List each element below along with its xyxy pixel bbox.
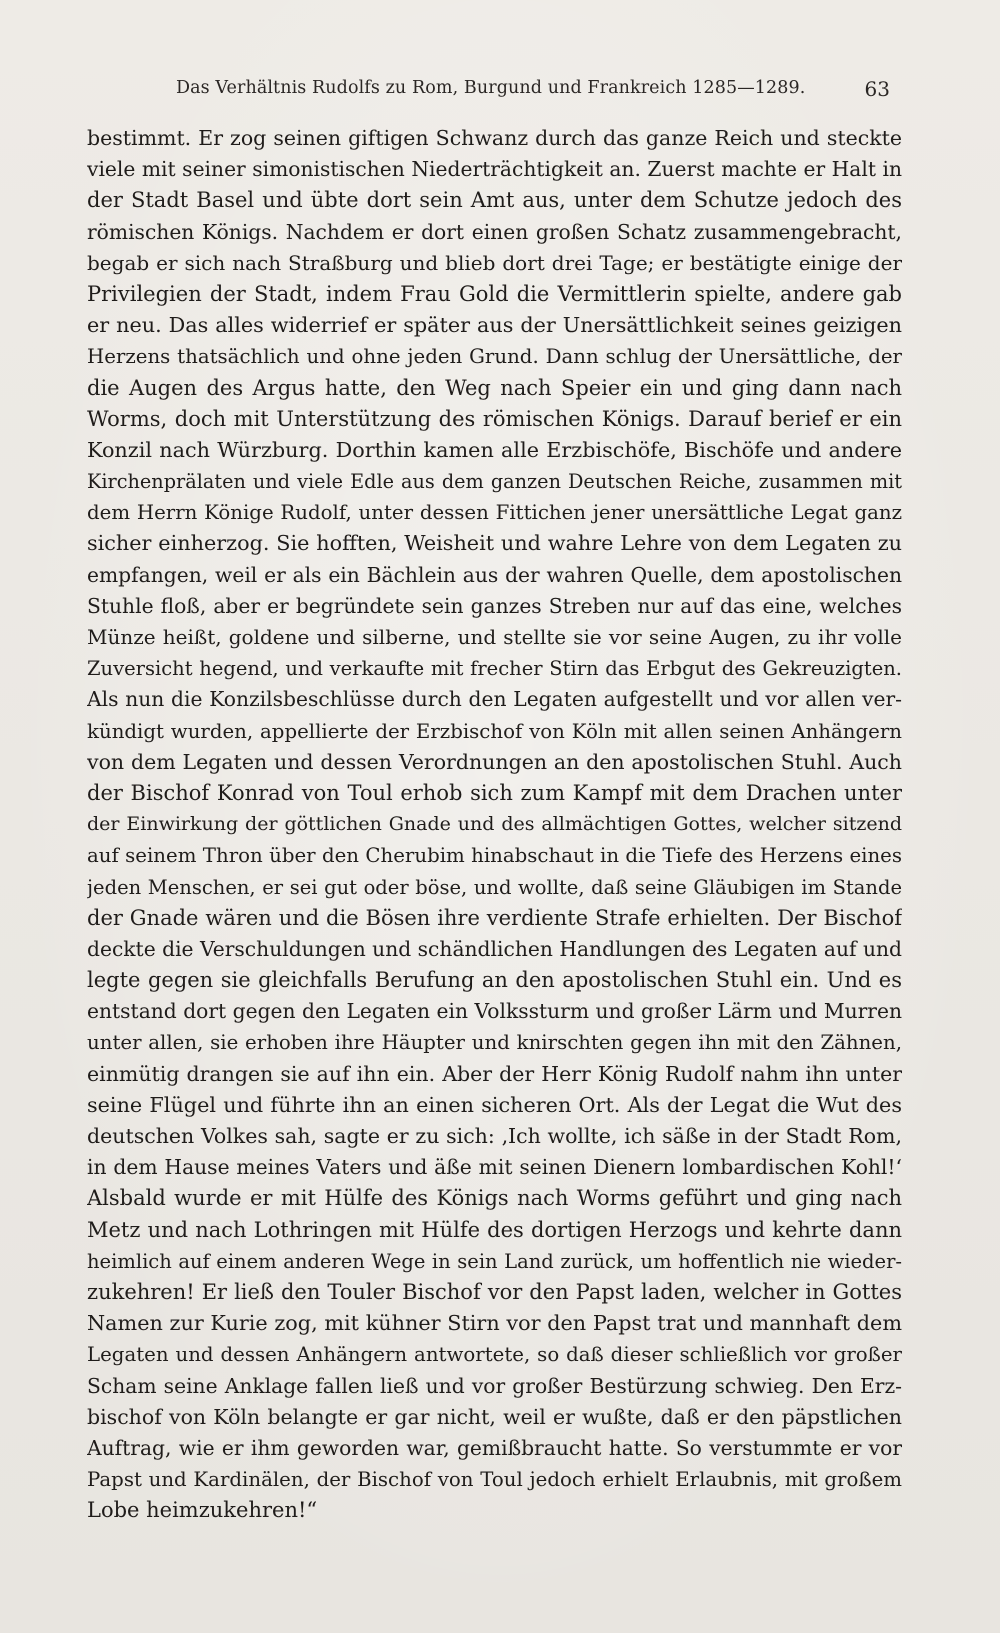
text-line: Herzens thatsächlich und ohne jeden Grund. Dann schlug der Unersättliche, der	[87, 345, 902, 369]
text-line: zukehren! Er ließ den Touler Bischof vor den Papst laden, welcher in Gottes	[87, 1279, 902, 1304]
page-number: 63	[864, 77, 890, 101]
text-line: der Bischof Konrad von Toul erhob sich zum Kampf mit dem Drachen unter	[87, 780, 902, 805]
text-line: heimlich auf einem anderen Wege in sein Land zurück, um hoffentlich nie wieder-	[87, 1249, 902, 1273]
text-line: unter allen, sie erhoben ihre Häupter und knirschten gegen ihn mit den Zähnen,	[87, 1031, 902, 1055]
text-line: Namen zur Kurie zog, mit kühner Stirn vor den Papst trat und mannhaft dem	[87, 1311, 902, 1336]
text-line: in dem Hause meines Vaters und äße mit seinen Dienern lombardischen Kohl!‘	[87, 1155, 902, 1180]
text-line: die Augen des Argus hatte, den Weg nach Speier ein und ging dann nach	[87, 375, 902, 400]
text-line: Auftrag, wie er ihm geworden war, gemißbraucht hatte. So verstummte er vor	[87, 1435, 902, 1460]
text-line: Lobe heimzukehren!“	[87, 1498, 318, 1523]
text-line: römischen Königs. Nachdem er dort einen großen Schatz zusammengebracht,	[87, 219, 902, 244]
text-line: bischof von Köln belangte er gar nicht, weil er wußte, daß er den päpstlichen	[87, 1404, 902, 1429]
text-line: Konzil nach Würzburg. Dorthin kamen alle Erzbischöfe, Bischöfe und andere	[87, 437, 902, 462]
running-title: Das Verhältnis Rudolfs zu Rom, Burgund und Frankreich 1285—1289.	[176, 78, 806, 98]
text-line: dem Herrn Könige Rudolf, unter dessen Fittichen jener unersättliche Legat ganz	[87, 501, 902, 525]
text-line: von dem Legaten und dessen Verordnungen an den apostolischen Stuhl. Auch	[87, 749, 902, 774]
page-header	[176, 78, 890, 108]
text-line: begab er sich nach Straßburg und blieb dort drei Tage; er bestätigte einige der	[87, 250, 902, 275]
text-line: bestimmt. Er zog seinen giftigen Schwanz durch das ganze Reich und steckte	[87, 126, 902, 150]
text-line: Legaten und dessen Anhängern antwortete, so daß dieser schließlich vor großer	[87, 1343, 902, 1367]
text-line: Als nun die Konzilsbeschlüsse durch den Legaten aufgestellt und vor allen ver-	[87, 687, 902, 712]
text-line: er neu. Das alles widerrief er später aus der Unersättlichkeit seines geizigen	[87, 313, 902, 338]
text-line: der Stadt Basel und übte dort sein Amt aus, unter dem Schutze jedoch des	[87, 188, 902, 213]
text-line: jeden Menschen, er sei gut oder böse, und wollte, daß seine Gläubigen im Stande	[87, 875, 902, 899]
text-line: kündigt wurden, appellierte der Erzbischof von Köln mit allen seinen Anhängern	[87, 719, 902, 743]
text-line: Alsbald wurde er mit Hülfe des Königs nach Worms geführt und ging nach	[87, 1186, 902, 1211]
text-line: Metz und nach Lothringen mit Hülfe des dortigen Herzogs und kehrte dann	[87, 1217, 902, 1242]
text-line: Privilegien der Stadt, indem Frau Gold die Vermittlerin spielte, andere gab	[87, 281, 902, 306]
text-line: Scham seine Anklage fallen ließ und vor großer Bestürzung schwieg. Den Erz-	[87, 1373, 902, 1398]
text-line: Worms, doch mit Unterstützung des römischen Königs. Darauf berief er ein	[87, 406, 902, 431]
text-line: deckte die Verschuldungen und schändlichen Handlungen des Legaten auf und	[87, 936, 902, 961]
text-line: entstand dort gegen den Legaten ein Volkssturm und großer Lärm und Murren	[87, 999, 902, 1024]
text-line: Münze heißt, goldene und silberne, und stellte sie vor seine Augen, zu ihr volle	[87, 625, 902, 649]
text-line: Kirchenprälaten und viele Edle aus dem ganzen Deutschen Reiche, zusammen mit	[87, 470, 902, 494]
text-line: Zuversicht hegend, und verkaufte mit frecher Stirn das Erbgut des Gekreuzigten.	[87, 657, 902, 681]
text-line: sicher einherzog. Sie hofften, Weisheit und wahre Lehre von dem Legaten zu	[87, 531, 902, 556]
text-line: Papst und Kardinälen, der Bischof von Toul jedoch erhielt Erlaubnis, mit großem	[87, 1468, 902, 1492]
text-line: seine Flügel und führte ihn an einen sicheren Ort. Als der Legat die Wut des	[87, 1092, 902, 1117]
body-text	[87, 123, 902, 1526]
text-line: deutschen Volkes sah, sagte er zu sich: ‚Ich wollte, ich säße in der Stadt Rom,	[87, 1124, 902, 1148]
text-line: der Gnade wären und die Bösen ihre verdiente Strafe erhielten. Der Bischof	[87, 905, 902, 930]
text-line: viele mit seiner simonistischen Niederträchtigkeit an. Zuerst machte er Halt in	[87, 157, 902, 182]
text-line: Stuhle floß, aber er begründete sein ganzes Streben nur auf das eine, welches	[87, 593, 902, 618]
text-line: empfangen, weil er als ein Bächlein aus der wahren Quelle, dem apostolischen	[87, 562, 902, 587]
text-line: einmütig drangen sie auf ihn ein. Aber der Herr König Rudolf nahm ihn unter	[87, 1061, 902, 1086]
text-line: auf seinem Thron über den Cherubim hinabschaut in die Tiefe des Herzens eines	[87, 844, 902, 868]
text-line: legte gegen sie gleichfalls Berufung an den apostolischen Stuhl ein. Und es	[87, 968, 902, 993]
text-line: der Einwirkung der göttlichen Gnade und des allmächtigen Gottes, welcher sitzend	[87, 813, 902, 836]
